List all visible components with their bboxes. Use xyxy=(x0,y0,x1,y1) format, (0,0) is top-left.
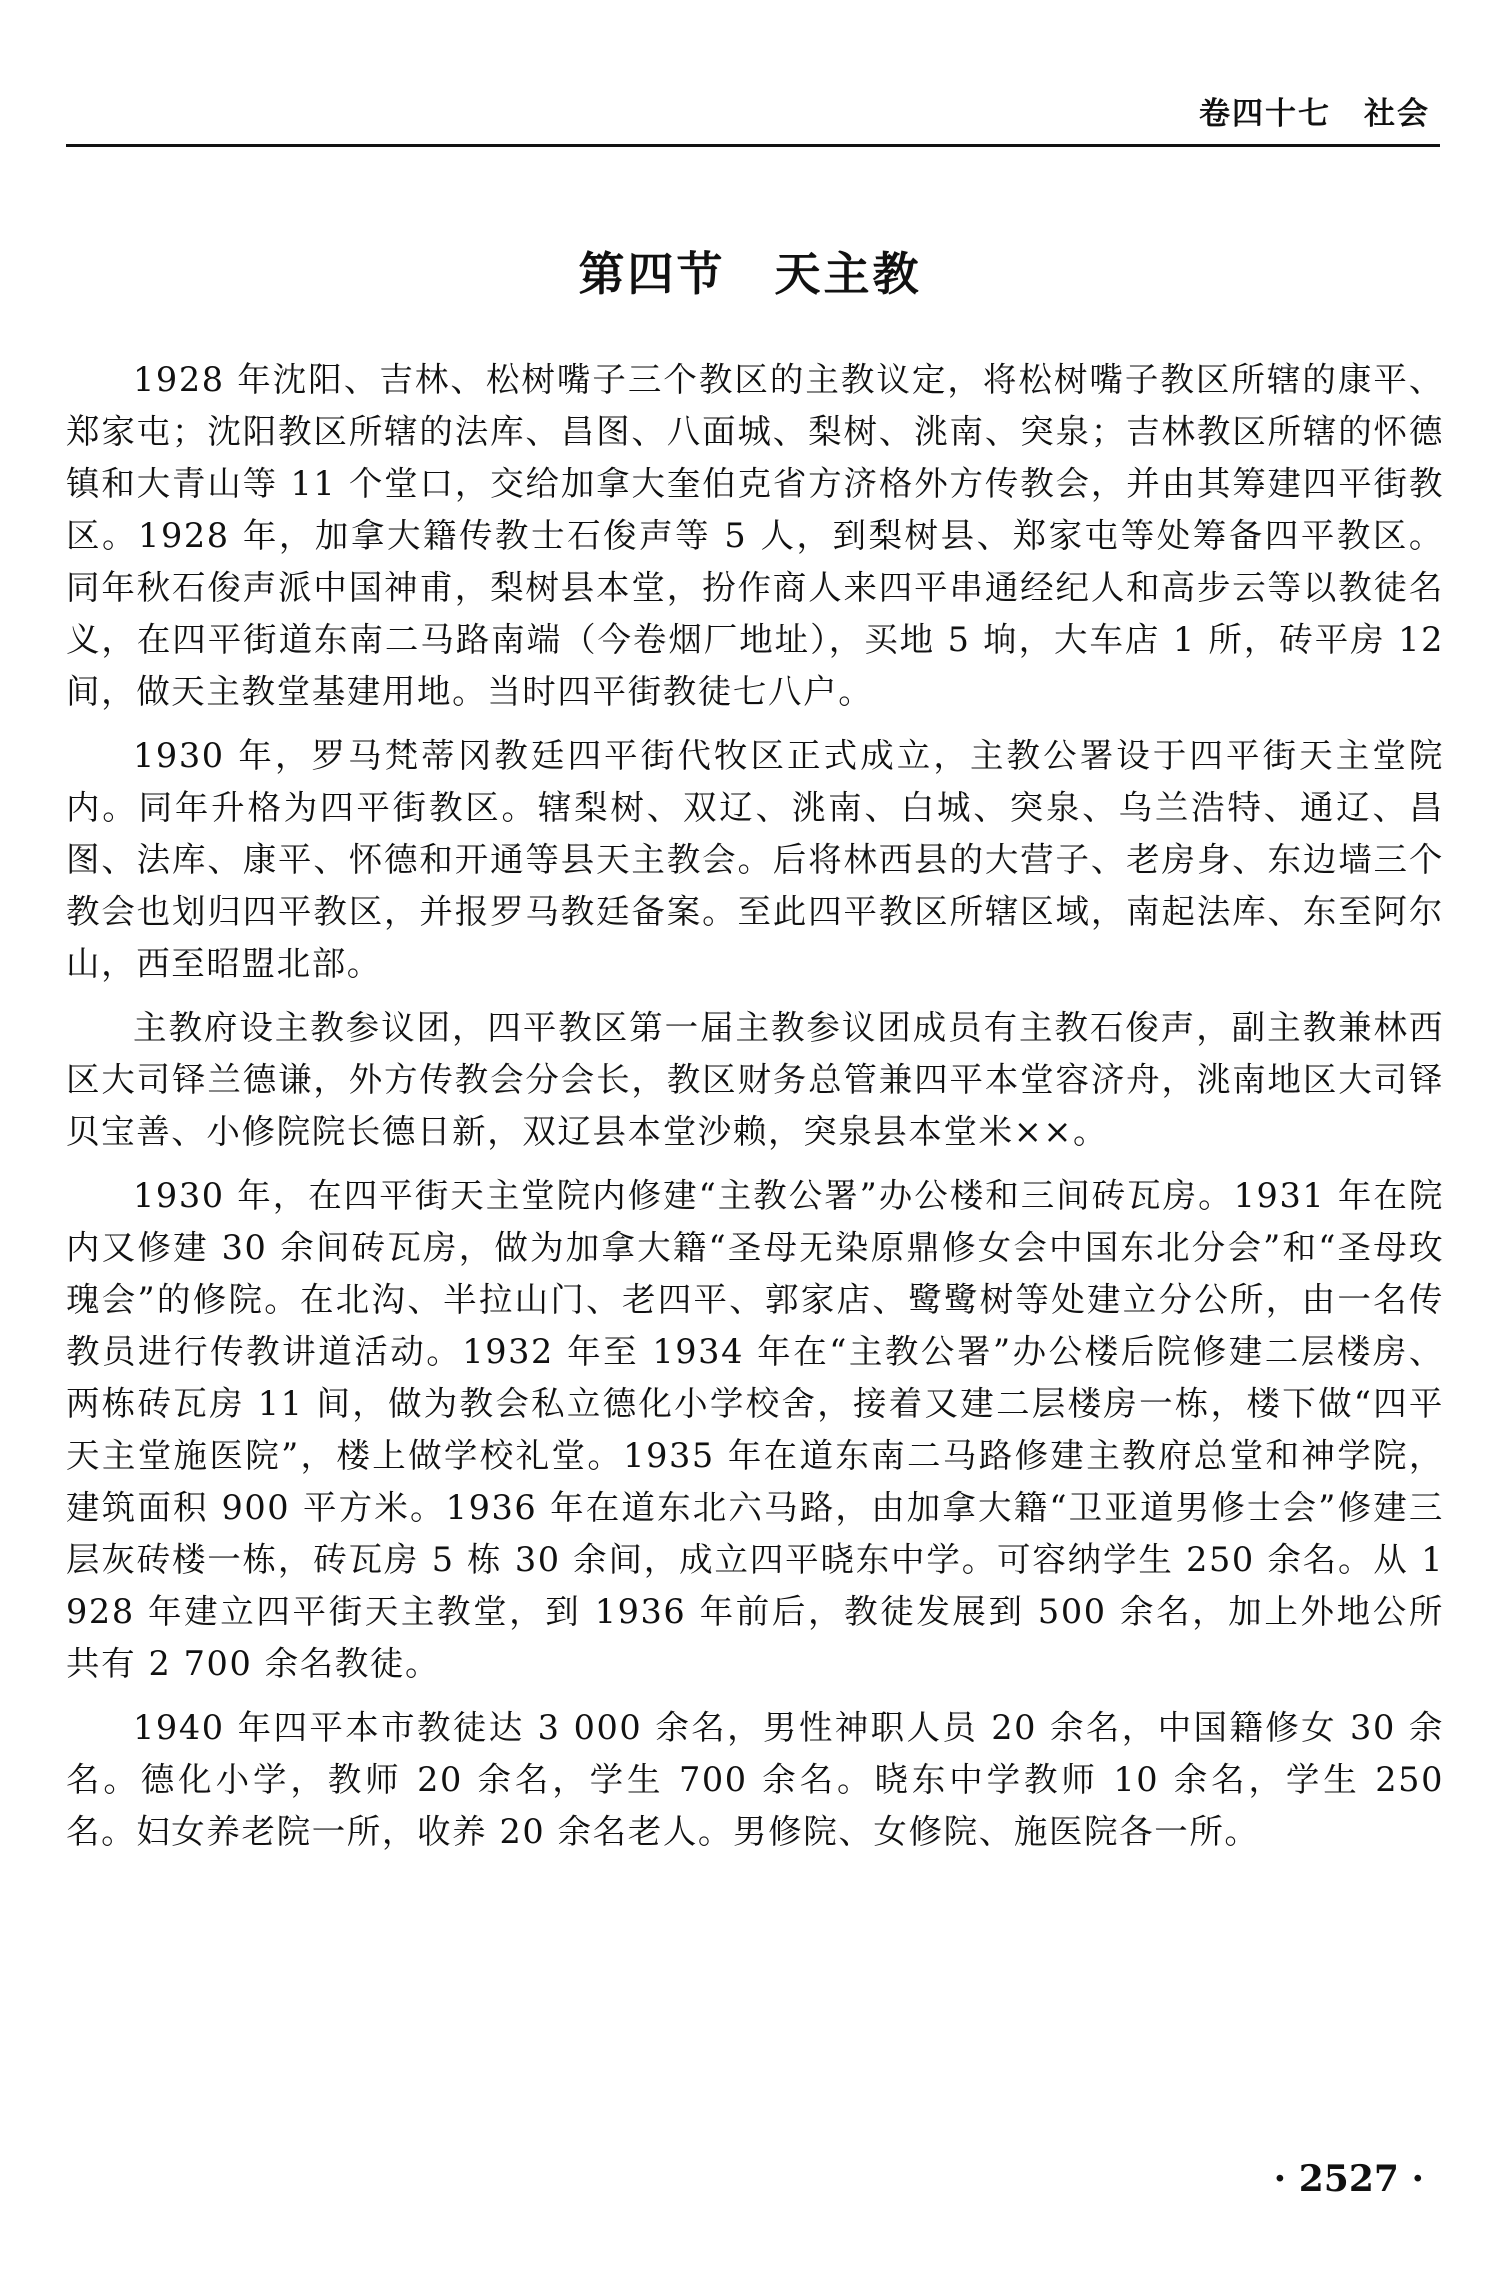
running-header xyxy=(66,88,1440,147)
body-text xyxy=(66,354,1444,1870)
paragraph-5: 1940 年四平本市教徒达 3 000 余名，男性神职人员 20 余名，中国籍修女 30 余名。德化小学，教师 20 余名，学生 700 余名。晓东中学教师 10 余名，学生 250 名。妇女养老院一所，收养 20 余名老人。男修院、女修院、施医院各一所。 xyxy=(66,1708,1444,1851)
paragraph-1: 1928 年沈阳、吉林、松树嘴子三个教区的主教议定，将松树嘴子教区所辖的康平、郑家屯；沈阳教区所辖的法库、昌图、八面城、梨树、洮南、突泉；吉林教区所辖的怀德镇和大青山等 11 个堂口，交给加拿大奎伯克省方济格外方传教会，并由其筹建四平街教区。1928 年，加拿大籍传教士石俊声等 5 人，到梨树县、郑家屯等处筹备四平教区。同年秋石俊声派中国神甫，梨树县本堂，扮作商人来四平串通经纪人和高步云等以教徒名义，在四平街道东南二马路南端（今卷烟厂地址），买地 5 垧，大车店 1 所，砖平房 12 间，做天主教堂基建用地。当时四平街教徒七八户。 xyxy=(66,360,1444,711)
page-number: · 2527 · xyxy=(1273,2158,1424,2200)
paragraph-2: 1930 年，罗马梵蒂冈教廷四平街代牧区正式成立，主教公署设于四平街天主堂院内。同年升格为四平街教区。辖梨树、双辽、洮南、白城、突泉、乌兰浩特、通辽、昌图、法库、康平、怀德和开通等县天主教会。后将林西县的大营子、老房身、东边墙三个教会也划归四平教区，并报罗马教廷备案。至此四平教区所辖区域，南起法库、东至阿尔山，西至昭盟北部。 xyxy=(66,736,1444,983)
paragraph-3: 主教府设主教参议团，四平教区第一届主教参议团成员有主教石俊声，副主教兼林西区大司铎兰德谦，外方传教会分会长，教区财务总管兼四平本堂容济舟，洮南地区大司铎贝宝善、小修院院长德日新，双辽县本堂沙赖，突泉县本堂米××。 xyxy=(66,1008,1444,1151)
paragraph-4: 1930 年，在四平街天主堂院内修建“主教公署”办公楼和三间砖瓦房。1931 年在院内又修建 30 余间砖瓦房，做为加拿大籍“圣母无染原鼎修女会中国东北分会”和“圣母玫瑰会”的修院。在北沟、半拉山门、老四平、郭家店、鹭鹭树等处建立分公所，由一名传教员进行传教讲道活动。1932 年至 1934 年在“主教公署”办公楼后院修建二层楼房、两栋砖瓦房 11 间，做为教会私立德化小学校舍，接着又建二层楼房一栋，楼下做“四平天主堂施医院”，楼上做学校礼堂。1935 年在道东南二马路修建主教府总堂和神学院，建筑面积 900 平方米。1936 年在道东北六马路，由加拿大籍“卫亚道男修士会”修建三层灰砖楼一栋，砖瓦房 5 栋 30 余间，成立四平晓东中学。可容纳学生 250 余名。从 1928 年建立四平街天主教堂，到 1936 年前后，教徒发展到 500 余名，加上外地公所共有 2 700 余名教徒。 xyxy=(66,1176,1444,1683)
section-title: 第四节 天主教 xyxy=(578,247,922,301)
running-header-title: 卷四十七 社会 xyxy=(1199,96,1430,132)
